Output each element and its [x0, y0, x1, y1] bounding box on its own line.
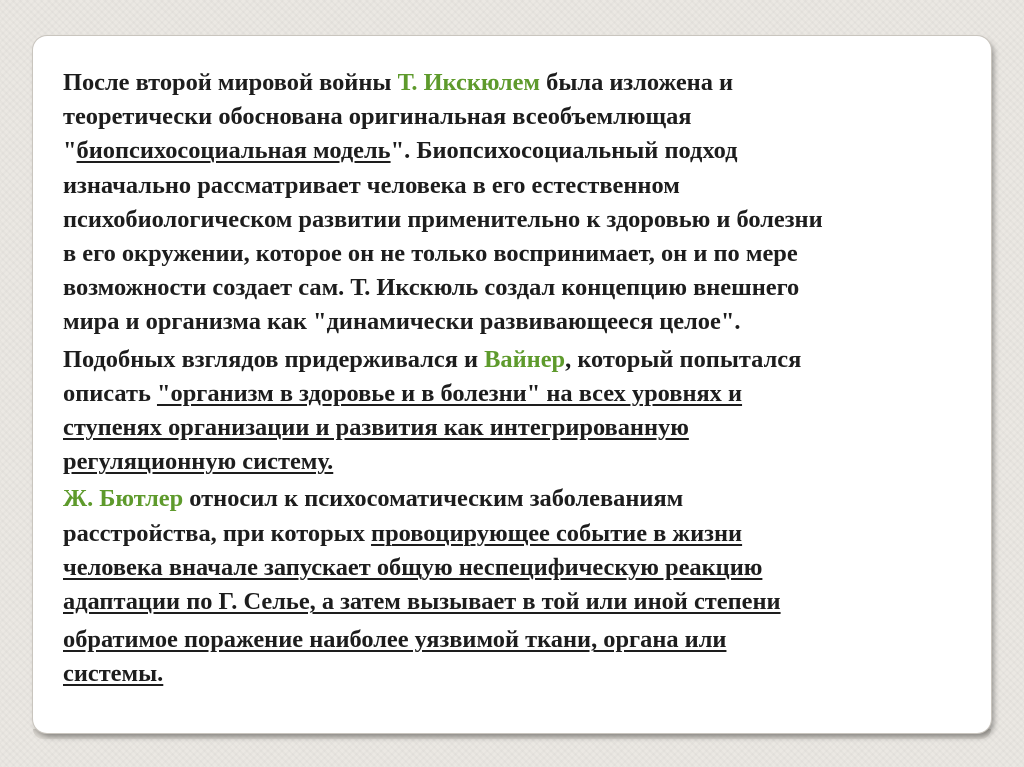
- text-run: возможности создает сам. Т. Икскюль создал концепцию внешнего: [63, 274, 800, 302]
- underlined-phrase: системы.: [63, 660, 164, 688]
- text-run: изначально рассматривает человека в его естественном: [63, 171, 680, 199]
- text-run: теоретически обоснована оригинальная всеобъемлющая: [63, 103, 692, 131]
- underlined-phrase: обратимое поражение наиболее уязвимой ткани, органа или: [63, 626, 727, 654]
- underlined-phrase: ступенях организации и развития как интегрированную: [63, 414, 689, 442]
- text-run: ": [63, 137, 77, 165]
- slide-text: [63, 66, 968, 692]
- text-run: ". Биопсихосоциальный подход: [390, 137, 738, 165]
- underlined-phrase: адаптации по Г. Селье, а затем вызывает в той или иной степени: [63, 588, 781, 616]
- text-line: [63, 305, 968, 339]
- text-run: расстройства, при которых: [63, 519, 372, 547]
- text-run: описать: [63, 379, 157, 407]
- underlined-term: биопсихосоциальная модель: [76, 137, 391, 165]
- text-run: , который попытался: [565, 345, 802, 373]
- underlined-phrase: "организм в здоровье и в болезни" на всех уровнях и: [156, 379, 743, 407]
- highlighted-name: Вайнер: [484, 345, 566, 373]
- text-run: мира и организма как "динамически развивающееся целое".: [63, 308, 741, 336]
- text-line: [63, 517, 968, 551]
- text-line: [63, 237, 968, 271]
- text-line: [63, 169, 968, 203]
- text-line: [63, 623, 968, 657]
- text-line: [63, 66, 968, 100]
- underlined-phrase: человека вначале запускает общую неспецифическую реакцию: [63, 553, 763, 581]
- paragraph-butler: [63, 482, 968, 691]
- text-line: [63, 657, 968, 691]
- text-line: [63, 134, 968, 168]
- text-line: [63, 445, 968, 479]
- text-run: относил к психосоматическим заболеваниям: [183, 485, 684, 513]
- paragraph-ikskul: [63, 66, 968, 340]
- text-run: в его окружении, которое он не только воспринимает, он и по мере: [63, 240, 798, 268]
- text-line: [63, 411, 968, 445]
- text-line: [63, 482, 968, 516]
- highlighted-name: Ж. Бютлер: [63, 485, 184, 513]
- underlined-phrase: регуляционную систему.: [63, 448, 334, 476]
- paragraph-weiner: [63, 343, 968, 480]
- text-line: [63, 377, 968, 411]
- text-run: После второй мировой войны: [63, 69, 398, 96]
- text-line: [63, 551, 968, 585]
- text-line: [63, 271, 968, 305]
- text-line: [63, 343, 968, 377]
- text-line: [63, 203, 968, 237]
- text-run: была изложена и: [540, 69, 734, 96]
- text-line: [63, 100, 968, 134]
- underlined-phrase: провоцирующее событие в жизни: [371, 519, 743, 547]
- highlighted-name: Т. Икскюлем: [397, 69, 541, 96]
- text-run: Подобных взглядов придерживался и: [63, 345, 485, 373]
- text-run: психобиологическом развитии применительно к здоровью и болезни: [63, 205, 823, 233]
- text-line: [63, 585, 968, 619]
